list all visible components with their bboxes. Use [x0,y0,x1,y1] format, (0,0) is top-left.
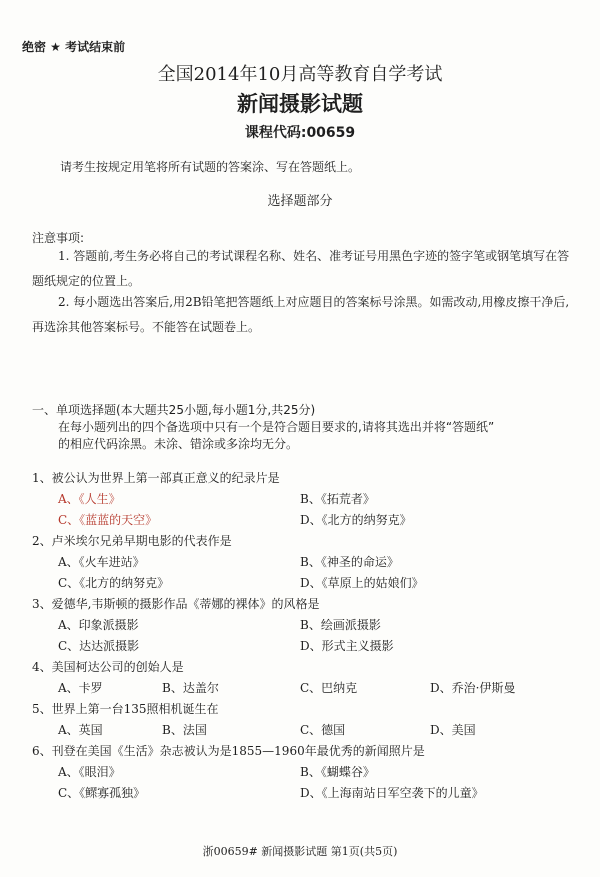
question [32,468,592,531]
section-title: 选择题部分 [267,194,333,209]
exam-title: 全国2014年10月高等教育自学考试 [157,64,443,85]
option: B、绘画派摄影 [300,618,381,632]
question-stem: 6、刊登在美国《生活》杂志被认为是1855—1960年最优秀的新闻照片是 [32,744,425,758]
option: C、《鳏寡孤独》 [58,786,146,800]
question-stem: 3、爱德华,韦斯顿的摄影作品《蒂娜的裸体》的风格是 [32,597,320,611]
part1-description: 在每小题列出的四个备选项中只有一个是符合题目要求的,请将其选出并将“答题纸” [58,420,495,434]
option: C、达达派摄影 [58,639,140,653]
notice-item-text: 2. 每小题选出答案后,用2B铅笔把答题纸上对应题目的答案标号涂黑。如需改动,用橡皮擦干净后,再选涂其他答案标号。不能答在试题卷上。 [32,295,570,334]
subject-title: 新闻摄影试题 [237,92,363,116]
option: D、乔治·伊斯曼 [430,681,516,695]
notice-item-text: 1. 答题前,考生务必将自己的考试课程名称、姓名、准考证号用黑色字迹的签字笔或钢笔填写在答题纸规定的位置上。 [32,249,570,288]
option: A、印象派摄影 [58,618,139,632]
notice-item [32,290,572,340]
part1-heading: 一、单项选择题(本大题共25小题,每小题1分,共25分) [32,403,316,417]
question-stem: 1、被公认为世界上第一部真正意义的纪录片是 [32,471,280,485]
option: A、卡罗 [58,681,103,695]
option: A、英国 [58,723,103,737]
general-instruction: 请考生按规定用笔将所有试题的答案涂、写在答题纸上。 [60,160,361,174]
option: B、《拓荒者》 [300,492,375,506]
question-stem: 2、卢米埃尔兄弟早期电影的代表作是 [32,534,232,548]
option: D、《上海南站日军空袭下的儿童》 [300,786,484,800]
question [32,594,592,657]
question [32,531,592,594]
option: D、《北方的纳努克》 [300,513,412,527]
option: C、《北方的纳努克》 [58,576,170,590]
option: D、《草原上的姑娘们》 [300,576,424,590]
notice-heading: 注意事项: [32,231,85,245]
question-list [32,468,592,804]
option: C、巴纳克 [300,681,358,695]
option: D、形式主义摄影 [300,639,394,653]
option: B、《神圣的命运》 [300,555,399,569]
confidential-mark: 绝密 ★ 考试结束前 [22,40,126,54]
option: B、《蝴蝶谷》 [300,765,375,779]
option: A、《眼泪》 [58,765,121,779]
notice-item [32,244,572,294]
question [32,741,592,804]
option: B、法国 [162,723,207,737]
question [32,657,592,699]
option: C、德国 [300,723,346,737]
course-code: 课程代码:00659 [244,125,356,141]
page-footer: 浙00659# 新闻摄影试题 第1页(共5页) [202,845,398,858]
option: A、《人生》 [58,492,121,506]
option: C、《蓝蓝的天空》 [58,513,158,527]
question-stem: 5、世界上第一台135照相机诞生在 [32,702,219,716]
question-stem: 4、美国柯达公司的创始人是 [32,660,184,674]
option: A、《火车进站》 [58,555,145,569]
option: D、美国 [430,723,476,737]
question [32,699,592,741]
option: B、达盖尔 [162,681,219,695]
part1-description-cont: 的相应代码涂黑。未涂、错涂或多涂均无分。 [58,437,299,451]
